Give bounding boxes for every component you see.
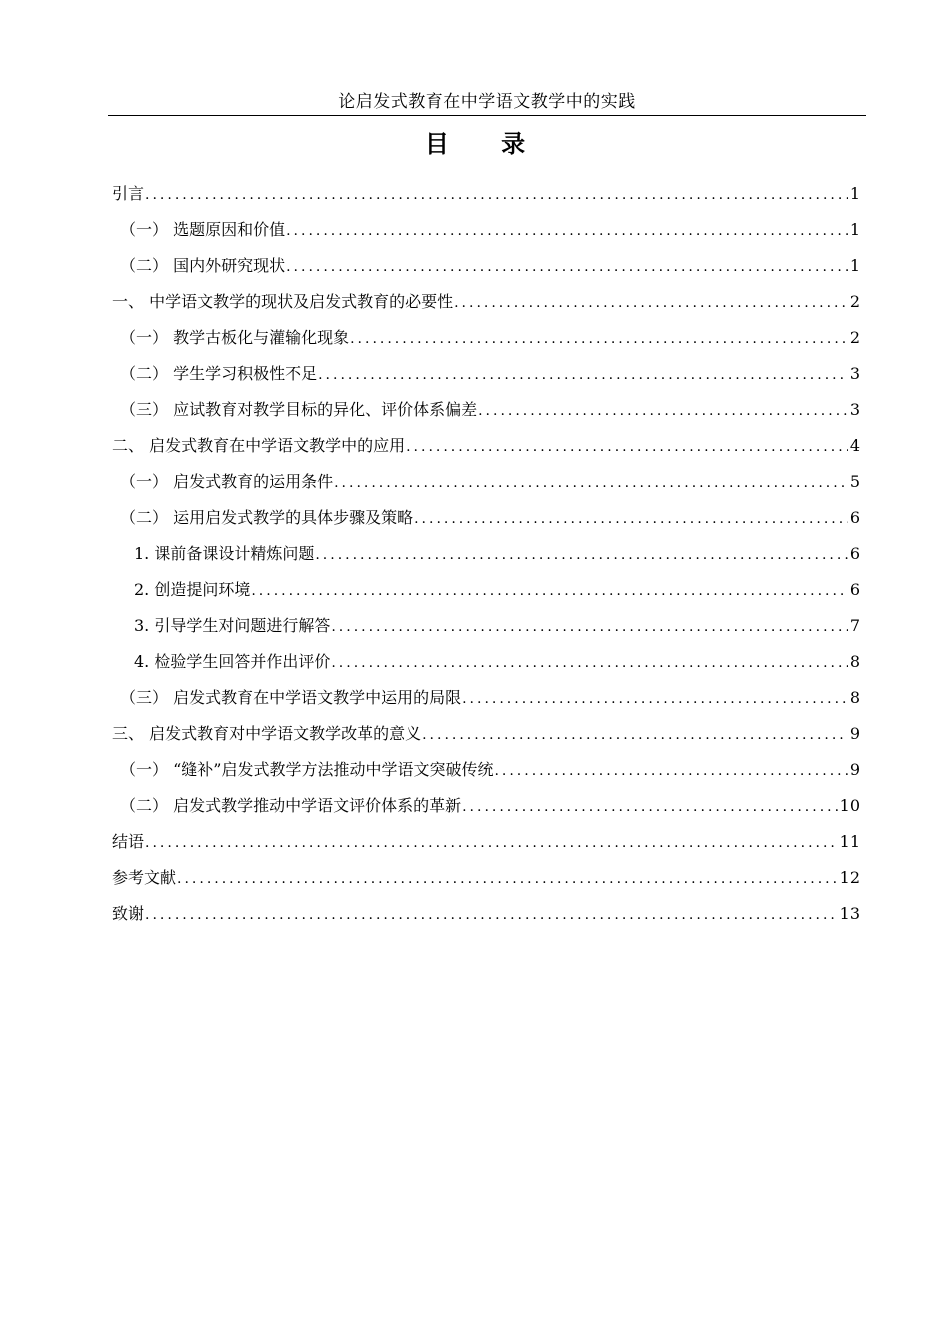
toc-dot-leader — [414, 501, 848, 537]
toc-dot-leader — [422, 717, 848, 753]
toc-dot-leader — [494, 753, 847, 789]
toc-entry-label: 致谢 — [112, 904, 145, 923]
toc-entry-label: （二） 运用启发式教学的具体步骤及策略 — [120, 508, 414, 527]
toc-entry[interactable] — [112, 788, 860, 824]
toc-entry[interactable] — [112, 896, 860, 932]
toc-entry-label: 结语 — [112, 832, 145, 851]
toc-page-number: 8 — [849, 652, 860, 671]
toc-dot-leader — [331, 645, 847, 681]
toc-page-number: 11 — [839, 832, 860, 851]
toc-entry-label: （二） 国内外研究现状 — [120, 256, 286, 275]
toc-entry-label: （三） 启发式教育在中学语文教学中运用的局限 — [120, 688, 462, 707]
toc-entry[interactable] — [112, 284, 860, 320]
toc-entry[interactable] — [112, 572, 860, 608]
toc-entry[interactable] — [112, 428, 860, 464]
toc-page-number: 5 — [849, 472, 860, 491]
toc-entry-label: （一） “缝补”启发式教学方法推动中学语文突破传统 — [120, 760, 494, 779]
toc-entry[interactable] — [112, 824, 860, 860]
toc-entry-label: 3. 引导学生对问题进行解答 — [134, 616, 331, 635]
toc-page-number: 2 — [849, 292, 860, 311]
toc-dot-leader — [251, 573, 847, 609]
toc-dot-leader — [478, 393, 848, 429]
toc-page-number: 6 — [849, 508, 860, 527]
toc-entry[interactable] — [112, 392, 860, 428]
toc-entry[interactable] — [112, 644, 860, 680]
toc-dot-leader — [177, 861, 838, 897]
toc-dot-leader — [462, 789, 838, 825]
toc-entry-label: 参考文献 — [112, 868, 177, 887]
toc-page-number: 6 — [849, 544, 860, 563]
toc-entry-label: 1. 课前备课设计精炼问题 — [134, 544, 315, 563]
toc-entry[interactable] — [112, 752, 860, 788]
toc-dot-leader — [318, 357, 848, 393]
toc-page-number: 2 — [849, 328, 860, 347]
toc-entry-label: 二、 启发式教育在中学语文教学中的应用 — [112, 436, 406, 455]
toc-entry[interactable] — [112, 500, 860, 536]
toc-page-number: 13 — [839, 904, 860, 923]
toc-entry-label: 引言 — [112, 184, 145, 203]
toc-page-number: 9 — [849, 724, 860, 743]
running-header: 论启发式教育在中学语文教学中的实践 — [338, 92, 636, 112]
toc-page-number: 6 — [849, 580, 860, 599]
toc-entry-label: （三） 应试教育对教学目标的异化、评价体系偏差 — [120, 400, 478, 419]
toc-entry-label: （一） 教学古板化与灌输化现象 — [120, 328, 350, 347]
toc-entry-label: （二） 启发式教学推动中学语文评价体系的革新 — [120, 796, 462, 815]
toc-page-number: 3 — [849, 364, 860, 383]
toc-dot-leader — [350, 321, 848, 357]
toc-dot-leader — [331, 609, 847, 645]
toc-entry[interactable] — [112, 464, 860, 500]
toc-entry[interactable] — [112, 212, 860, 248]
toc-dot-leader — [286, 213, 848, 249]
toc-entry[interactable] — [112, 176, 860, 212]
toc-entry[interactable] — [112, 680, 860, 716]
toc-page-number: 3 — [849, 400, 860, 419]
toc-entry[interactable] — [112, 536, 860, 572]
toc-dot-leader — [145, 825, 838, 861]
toc-page-number: 10 — [839, 796, 860, 815]
toc-entry[interactable] — [112, 356, 860, 392]
toc-entry[interactable] — [112, 320, 860, 356]
toc-entry-label: （一） 启发式教育的运用条件 — [120, 472, 334, 491]
toc-dot-leader — [286, 249, 848, 285]
toc-title: 目 录 — [424, 130, 548, 158]
toc-entry[interactable] — [112, 716, 860, 752]
toc-dot-leader — [334, 465, 848, 501]
toc-entry-label: 4. 检验学生回答并作出评价 — [134, 652, 331, 671]
toc-dot-leader — [462, 681, 848, 717]
header-divider — [108, 115, 866, 116]
toc-entry[interactable] — [112, 860, 860, 896]
toc-entry[interactable] — [112, 248, 860, 284]
toc-dot-leader — [145, 897, 838, 933]
toc-entry-label: （一） 选题原因和价值 — [120, 220, 286, 239]
toc-dot-leader — [315, 537, 847, 573]
toc-page-number: 12 — [839, 868, 860, 887]
toc-page-number: 4 — [849, 436, 860, 455]
toc-dot-leader — [145, 177, 848, 213]
toc-page-number: 9 — [849, 760, 860, 779]
toc-dot-leader — [454, 285, 848, 321]
toc-dot-leader — [406, 429, 848, 465]
toc-entry-label: 三、 启发式教育对中学语文教学改革的意义 — [112, 724, 422, 743]
toc-page-number: 8 — [849, 688, 860, 707]
toc-entry-label: 一、 中学语文教学的现状及启发式教育的必要性 — [112, 292, 454, 311]
toc-entry-label: （二） 学生学习积极性不足 — [120, 364, 318, 383]
toc-page-number: 1 — [849, 256, 860, 275]
toc-page-number: 7 — [849, 616, 860, 635]
toc-entry[interactable] — [112, 608, 860, 644]
toc-list — [112, 176, 860, 932]
toc-page-number: 1 — [849, 220, 860, 239]
toc-page-number: 1 — [849, 184, 860, 203]
toc-entry-label: 2. 创造提问环境 — [134, 580, 251, 599]
